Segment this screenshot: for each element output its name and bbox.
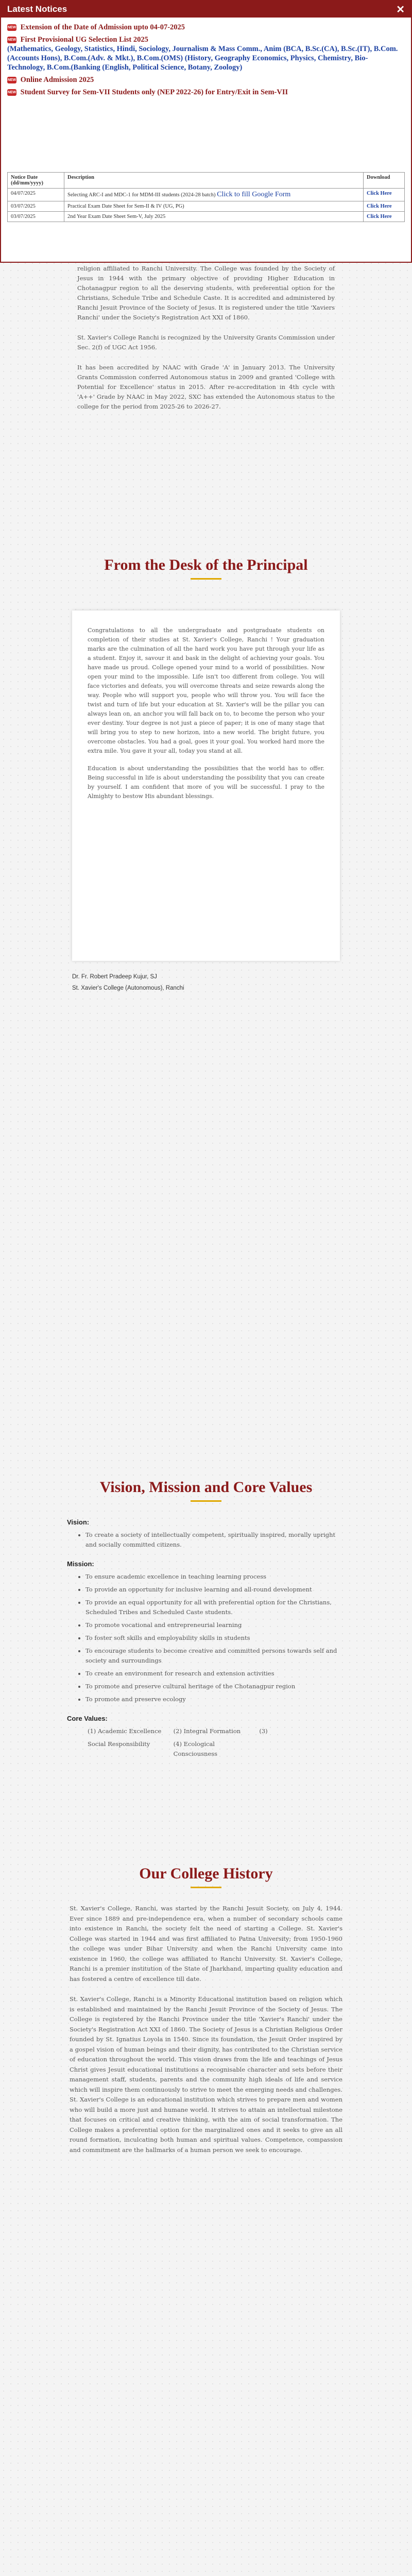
- about-paragraph: religion affiliated to Ranchi University. The College was founded by the Society of Jesus in 1944 with the primary objective of providing Higher Education in Chotanagpur region to all the deserving students, with preferential option for the Christians, Schedule Tribe and Schedule Caste. It is accredited and administered by Ranchi Jesuit Province of the Society of Jesus. It is registered under the title 'Xaviers Ranchi' under the Society's Registration Act XXI of 1860.: [77, 265, 335, 321]
- latest-notices-popup: [0, 0, 412, 263]
- mission-item: • To promote vocational and entrepreneurial learning: [85, 1620, 345, 1630]
- core-value: [259, 1739, 345, 1759]
- notice-description: Practical Exam Date Sheet for Sem-II & IV (UG, PG): [64, 201, 364, 212]
- mission-item: • To foster soft skills and employability skills in students: [85, 1633, 345, 1643]
- core-value: (1) Academic Excellence: [88, 1727, 162, 1735]
- mission-item: • To provide an opportunity for inclusive learning and all-round development: [85, 1585, 345, 1595]
- mission-item: • To encourage students to become creative and committed persons towards self and society and surroundings: [85, 1646, 345, 1666]
- close-icon[interactable]: ✕: [396, 4, 405, 15]
- core-value: (4) Ecological Consciousness: [173, 1740, 218, 1757]
- notice-text: Student Survey for Sem-VII Students only (NEP 2022-26) for Entry/Exit in Sem-VII: [20, 88, 288, 96]
- vision-item: • To create a society of intellectually competent, spiritually inspired, morally upright and socially committed citizens.: [85, 1530, 345, 1550]
- mission-label: Mission:: [67, 1560, 94, 1568]
- core-values-label: Core Values:: [67, 1715, 108, 1722]
- notice-item[interactable]: [7, 35, 405, 72]
- mission-item: • To promote and preserve cultural heritage of the Chotanagpur region: [85, 1682, 345, 1691]
- history-title: Our College History: [139, 1865, 273, 1882]
- title-underline: [191, 1887, 221, 1888]
- core-values: [67, 1726, 345, 1759]
- principal-title: From the Desk of the Principal: [104, 556, 308, 573]
- vision-label: Vision:: [67, 1518, 90, 1526]
- table-row: [8, 189, 405, 201]
- table-row: [8, 201, 405, 212]
- notice-text: First Provisional UG Selection List 2025: [20, 36, 148, 44]
- core-value: Social Responsibility: [88, 1740, 150, 1748]
- history-paragraph: St. Xavier's College, Ranchi, was started by the Ranchi Jesuit Society, on July 4, 1944. Ever since 1889 and pre-independence era, when a number of secondary schools came into existence in Ranchi, the society felt the need of starting a College. St. Xavier's College was started in 1944 and was first affiliated to Patna University; from 1950-1960 the college was under Bihar University and when the Ranchi University came into existence in 1960, the college was affiliated to Ranchi University. St. Xavier's College, Ranchi is a premier institution of the State of Jharkhand, imparting quality education and has fostered a centre of excellence till date.: [70, 1905, 342, 1982]
- image-carousel: [0, 2514, 412, 2576]
- principal-section: [0, 556, 412, 994]
- description-text: Selecting ARC-I and MDC-1 for MDM-III students (2024-28 batch): [67, 192, 216, 198]
- notice-description: [64, 189, 364, 201]
- mission-item: • To promote and preserve ecology: [85, 1694, 345, 1704]
- principal-designation: St. Xavier's College (Autonomous), Ranchi: [72, 985, 184, 991]
- title-underline: [191, 1500, 221, 1502]
- principal-message-box: [72, 611, 340, 961]
- notice-date: 03/07/2025: [8, 212, 64, 222]
- notice-text: Online Admission 2025: [20, 76, 94, 84]
- popup-notice-table: [7, 172, 405, 222]
- mission-item: • To provide an equal opportunity for all with preferential option for the Christians, Scheduled Tribes and Scheduled Caste students.: [85, 1598, 345, 1617]
- google-form-link[interactable]: Click to fill Google Form: [217, 191, 291, 198]
- history-paragraph: St. Xavier's College, Ranchi is a Minority Educational institution based on religion which is established and maintained by the Ranchi Jesuit Province of the Society of Jesus. The College is registered by the Ranchi Province under the title 'Xavier's Ranchi' under the Society's Registration Act XXI of 1860. The Society of Jesus is a Christian Religious Order founded by St. Ignatius Loyola in 1540. Since its foundation, the Jesuit Order inspired by a gospel vision of human beings and their dignity, has contributed to the Christian service of education throughout the world. This vision draws from the life and teachings of Jesus Christ gives Jesuit educational institutions a recognisable character and sets before their management staff, students, parents and the community high ideals of life and service which will inspire them continuously to strive to meet the emerging needs and challenges. St. Xavier's College is an educational institution which strives to prepare men and women who will build a more just and humane world. It strives to attain an intellectual milestone that focuses on critical and creative thinking, with the aim of social transformation. The College makes a preferential option for the marginalized ones and it seeks to give an all round formation, inculcating both human and spiritual values. Competence, compassion and commitment are the hallmarks of a human person we seek to encourage.: [70, 1995, 342, 2154]
- notice-date: 03/07/2025: [8, 201, 64, 212]
- vision-section: [0, 1479, 412, 1759]
- table-header: Description: [64, 173, 364, 189]
- notice-description: 2nd Year Exam Date Sheet Sem-V, July 2025: [64, 212, 364, 222]
- download-link[interactable]: Click Here: [364, 201, 405, 212]
- history-section: [0, 1865, 412, 2165]
- popup-notice-list: [1, 18, 411, 172]
- core-value: (2) Integral Formation: [173, 1727, 241, 1735]
- table-header: Notice Date (dd/mm/yyyy): [8, 173, 64, 189]
- table-header: Download: [364, 173, 405, 189]
- download-link[interactable]: Click Here: [364, 212, 405, 222]
- principal-signoff: [72, 971, 340, 994]
- notice-text: Extension of the Date of Admission upto 04-07-2025: [20, 23, 185, 31]
- notice-item[interactable]: [7, 75, 405, 84]
- about-paragraph: It has been accredited by NAAC with Grade 'A' in January 2013. The University Grants Commission conferred Autonomous status in 2009 and granted 'College with Potential for Excellence' status in 2015. After re-accreditation in 4th cycle with 'A++' Grade by NAAC in May 2022, SXC has extended the Autonomous status to the college for the period from 2025-26 to 2026-27.: [77, 364, 335, 410]
- notice-subjects: (Mathematics, Geology, Statistics, Hindi, Sociology, Journalism & Mass Comm., Anim (BCA, B.Sc.(CA), B.Sc.(IT), B.Com.(Accounts Hons), B.Com.(Adv. & Mkt.), B.Com.(OMS) (History, Geography Economics, Physics, Chemistry, Bio-Technology, B.Com.(Banking (English, Political Science, Botany, Zoology): [7, 45, 398, 72]
- mission-item: • To create an environment for research and extension activities: [85, 1669, 345, 1679]
- principal-paragraph: Education is about understanding the possibilities that the world has to offer. Being successful in life is about understanding the possibility that you can create by yourself. I am confident that more of you will be successful. I pray to the Almighty to bestow His abundant blessings.: [88, 765, 324, 800]
- new-badge-icon: NEW: [7, 89, 16, 96]
- notice-item[interactable]: [7, 23, 405, 32]
- principal-name: Dr. Fr. Robert Pradeep Kujur, SJ: [72, 974, 157, 980]
- mission-item: • To ensure academic excellence in teaching learning process: [85, 1572, 345, 1582]
- notice-date: 04/07/2025: [8, 189, 64, 201]
- new-badge-icon: NEW: [7, 24, 16, 31]
- principal-paragraph: Congratulations to all the undergraduate and postgraduate students on completion of their studies at St. Xavier's College, Ranchi ! Your graduation marks are the culmination of all the hard work you have put through your life as a student. Enjoy it, savour it and bask in the delight of achieving your goals. You have made us proud. College opened your mind to a world of possibilities. Now open your mind to the impossible. Life isn't too different from college. You will face victories and defeats, you will overcome threats and seize rewards along the way. People who will support you, people who will throw you. You will face the twist and turn of life but your education at St. Xavier's will be the pillar you can always lean on, an anchor you will fall back on to, to become the person who your ever destiny. Your degree is not just a piece of paper; it is one of many stage that will bring you to step to new horizon, into a new world. The bright future, you overcome obstacles. You had a goal, goes it your goal. You worked hard more the extra mile. You gave it your all, today you stand at all.: [88, 627, 324, 754]
- download-link[interactable]: Click Here: [364, 189, 405, 201]
- title-underline: [191, 578, 221, 580]
- about-paragraph: St. Xavier's College Ranchi is recognized by the University Grants Commission under Sec. 2(f) of UGC Act 1956.: [77, 334, 335, 351]
- core-value: (3): [259, 1727, 268, 1735]
- vision-title: Vision, Mission and Core Values: [99, 1479, 313, 1496]
- new-badge-icon: NEW: [7, 37, 16, 43]
- table-row: [8, 212, 405, 222]
- new-badge-icon: NEW: [7, 77, 16, 83]
- popup-title: Latest Notices: [7, 4, 67, 14]
- about-section: [0, 264, 412, 422]
- notice-item[interactable]: [7, 88, 405, 97]
